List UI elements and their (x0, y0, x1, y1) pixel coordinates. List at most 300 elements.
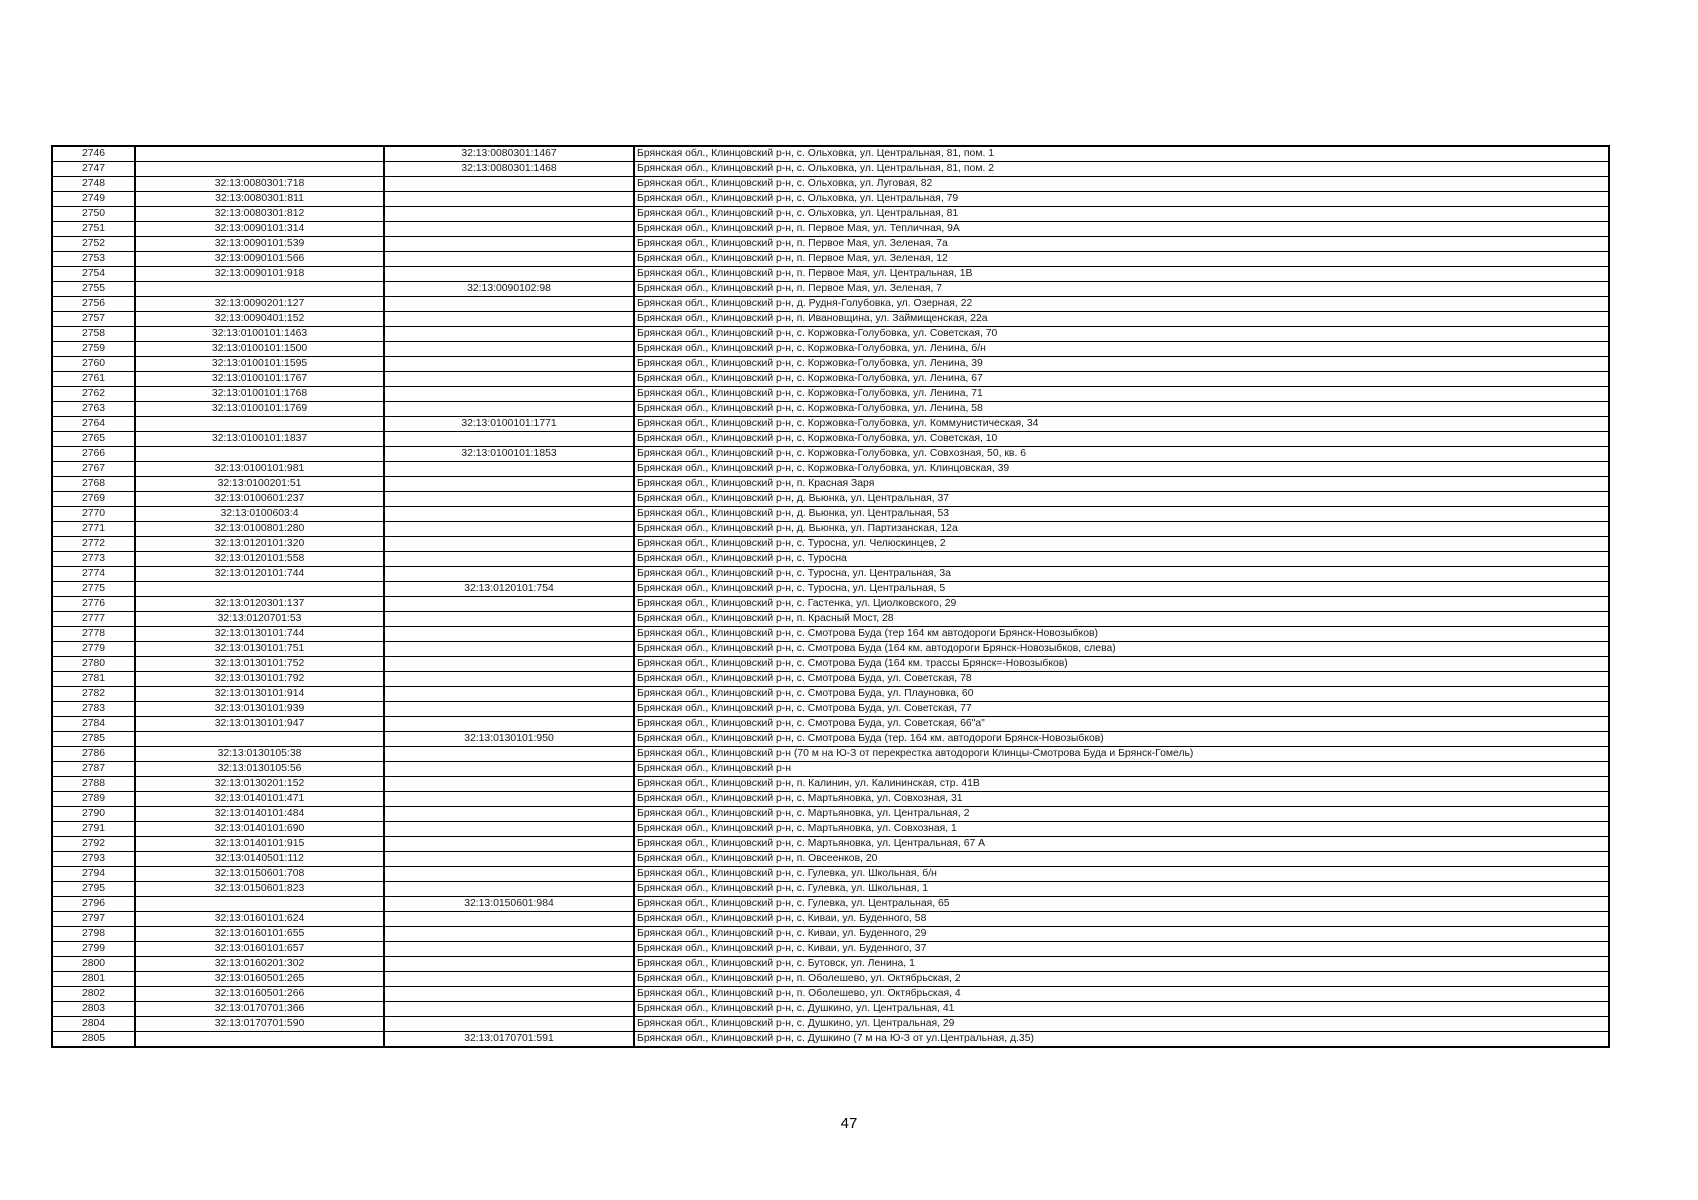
building-cadastral-number-cell (384, 867, 634, 882)
row-number-cell: 2792 (52, 837, 135, 852)
building-cadastral-number-cell: 32:13:0170701:591 (384, 1032, 634, 1048)
address-cell: Брянская обл., Клинцовский р-н, с. Коржовка-Голубовка, ул. Ленина, 67 (634, 372, 1609, 387)
row-number-cell: 2752 (52, 237, 135, 252)
table-row (52, 582, 1609, 597)
building-cadastral-number-cell (384, 342, 634, 357)
building-cadastral-number-cell: 32:13:0100101:1853 (384, 447, 634, 462)
building-cadastral-number-cell: 32:13:0080301:1468 (384, 162, 634, 177)
table-row (52, 567, 1609, 582)
building-cadastral-number-cell (384, 762, 634, 777)
table-row (52, 822, 1609, 837)
building-cadastral-number-cell (384, 987, 634, 1002)
address-cell: Брянская обл., Клинцовский р-н, с. Ольховка, ул. Центральная, 81 (634, 207, 1609, 222)
address-cell: Брянская обл., Клинцовский р-н (70 м на Ю-З от перекрестка автодороги Клинцы-Смотрова Буда и Брянск-Гомель) (634, 747, 1609, 762)
row-number-cell: 2801 (52, 972, 135, 987)
address-cell: Брянская обл., Клинцовский р-н, с. Душкино, ул. Центральная, 29 (634, 1017, 1609, 1032)
building-cadastral-number-cell (384, 207, 634, 222)
row-number-cell: 2759 (52, 342, 135, 357)
row-number-cell: 2787 (52, 762, 135, 777)
cadastral-number-cell (135, 146, 384, 162)
address-cell: Брянская обл., Клинцовский р-н, п. Первое Мая, ул. Зеленая, 12 (634, 252, 1609, 267)
table-row (52, 162, 1609, 177)
table-row (52, 552, 1609, 567)
row-number-cell: 2770 (52, 507, 135, 522)
row-number-cell: 2757 (52, 312, 135, 327)
address-cell: Брянская обл., Клинцовский р-н, с. Смотрова Буда, ул. Советская, 78 (634, 672, 1609, 687)
cadastral-number-cell: 32:13:0080301:718 (135, 177, 384, 192)
row-number-cell: 2797 (52, 912, 135, 927)
row-number-cell: 2751 (52, 222, 135, 237)
table-body (52, 146, 1609, 1047)
address-cell: Брянская обл., Клинцовский р-н, с. Киваи, ул. Буденного, 29 (634, 927, 1609, 942)
building-cadastral-number-cell (384, 537, 634, 552)
address-cell: Брянская обл., Клинцовский р-н, с. Смотрова Буда (тер. 164 км. автодороги Брянск-Новозыбков) (634, 732, 1609, 747)
cadastral-number-cell (135, 282, 384, 297)
cadastral-number-cell: 32:13:0100101:1595 (135, 357, 384, 372)
address-cell: Брянская обл., Клинцовский р-н, с. Гулевка, ул. Центральная, 65 (634, 897, 1609, 912)
row-number-cell: 2800 (52, 957, 135, 972)
table-row (52, 732, 1609, 747)
cadastral-number-cell: 32:13:0090101:566 (135, 252, 384, 267)
address-cell: Брянская обл., Клинцовский р-н, п. Красный Мост, 28 (634, 612, 1609, 627)
table-row (52, 1002, 1609, 1017)
address-cell: Брянская обл., Клинцовский р-н, с. Коржовка-Голубовка, ул. Коммунистическая, 34 (634, 417, 1609, 432)
address-cell: Брянская обл., Клинцовский р-н, с. Ольховка, ул. Центральная, 81, пом. 1 (634, 146, 1609, 162)
building-cadastral-number-cell (384, 747, 634, 762)
address-cell: Брянская обл., Клинцовский р-н, с. Гастенка, ул. Циолковского, 29 (634, 597, 1609, 612)
table-row (52, 417, 1609, 432)
building-cadastral-number-cell: 32:13:0120101:754 (384, 582, 634, 597)
cadastral-number-cell: 32:13:0120301:137 (135, 597, 384, 612)
table-row (52, 1032, 1609, 1048)
cadastral-number-cell: 32:13:0080301:812 (135, 207, 384, 222)
table-row (52, 597, 1609, 612)
row-number-cell: 2776 (52, 597, 135, 612)
building-cadastral-number-cell (384, 597, 634, 612)
address-cell: Брянская обл., Клинцовский р-н, с. Коржовка-Голубовка, ул. Ленина, 39 (634, 357, 1609, 372)
address-cell: Брянская обл., Клинцовский р-н, с. Гулевка, ул. Школьная, 1 (634, 882, 1609, 897)
building-cadastral-number-cell (384, 402, 634, 417)
cadastral-number-cell: 32:13:0140501:112 (135, 852, 384, 867)
building-cadastral-number-cell (384, 942, 634, 957)
cadastral-number-cell: 32:13:0130105:38 (135, 747, 384, 762)
row-number-cell: 2748 (52, 177, 135, 192)
table-row (52, 507, 1609, 522)
table-row (52, 747, 1609, 762)
cadastral-number-cell: 32:13:0100101:1837 (135, 432, 384, 447)
row-number-cell: 2804 (52, 1017, 135, 1032)
address-cell: Брянская обл., Клинцовский р-н, с. Коржовка-Голубовка, ул. Ленина, 58 (634, 402, 1609, 417)
row-number-cell: 2746 (52, 146, 135, 162)
address-cell: Брянская обл., Клинцовский р-н, с. Душкино, ул. Центральная, 41 (634, 1002, 1609, 1017)
address-cell: Брянская обл., Клинцовский р-н, п. Первое Мая, ул. Зеленая, 7а (634, 237, 1609, 252)
table-row (52, 237, 1609, 252)
address-cell: Брянская обл., Клинцовский р-н, с. Туросна, ул. Центральная, 3а (634, 567, 1609, 582)
building-cadastral-number-cell (384, 507, 634, 522)
table-row (52, 297, 1609, 312)
address-cell: Брянская обл., Клинцовский р-н, с. Мартьяновка, ул. Совхозная, 31 (634, 792, 1609, 807)
row-number-cell: 2795 (52, 882, 135, 897)
table-row (52, 252, 1609, 267)
cadastral-number-cell: 32:13:0130101:751 (135, 642, 384, 657)
building-cadastral-number-cell (384, 567, 634, 582)
table-row (52, 477, 1609, 492)
table-row (52, 282, 1609, 297)
building-cadastral-number-cell (384, 717, 634, 732)
building-cadastral-number-cell (384, 792, 634, 807)
table-row (52, 402, 1609, 417)
address-cell: Брянская обл., Клинцовский р-н, п. Оболешево, ул. Октябрьская, 2 (634, 972, 1609, 987)
table-row (52, 432, 1609, 447)
building-cadastral-number-cell (384, 297, 634, 312)
table-row (52, 672, 1609, 687)
address-cell: Брянская обл., Клинцовский р-н, с. Смотрова Буда, ул. Плауновка, 60 (634, 687, 1609, 702)
table-row (52, 957, 1609, 972)
address-cell: Брянская обл., Клинцовский р-н, п. Оболешево, ул. Октябрьская, 4 (634, 987, 1609, 1002)
row-number-cell: 2750 (52, 207, 135, 222)
table-row (52, 327, 1609, 342)
cadastral-number-cell: 32:13:0160101:624 (135, 912, 384, 927)
row-number-cell: 2785 (52, 732, 135, 747)
row-number-cell: 2793 (52, 852, 135, 867)
table-row (52, 612, 1609, 627)
address-cell: Брянская обл., Клинцовский р-н, с. Киваи, ул. Буденного, 37 (634, 942, 1609, 957)
table-row (52, 267, 1609, 282)
cadastral-number-cell: 32:13:0090201:127 (135, 297, 384, 312)
cadastral-number-cell: 32:13:0100101:1767 (135, 372, 384, 387)
table-row (52, 717, 1609, 732)
building-cadastral-number-cell (384, 267, 634, 282)
row-number-cell: 2790 (52, 807, 135, 822)
table-row (52, 357, 1609, 372)
table-row (52, 912, 1609, 927)
row-number-cell: 2765 (52, 432, 135, 447)
cadastral-number-cell: 32:13:0130101:947 (135, 717, 384, 732)
row-number-cell: 2780 (52, 657, 135, 672)
cadastral-number-cell: 32:13:0150601:823 (135, 882, 384, 897)
building-cadastral-number-cell (384, 357, 634, 372)
row-number-cell: 2760 (52, 357, 135, 372)
address-cell: Брянская обл., Клинцовский р-н, с. Коржовка-Голубовка, ул. Совхозная, 50, кв. 6 (634, 447, 1609, 462)
row-number-cell: 2749 (52, 192, 135, 207)
row-number-cell: 2781 (52, 672, 135, 687)
row-number-cell: 2768 (52, 477, 135, 492)
row-number-cell: 2782 (52, 687, 135, 702)
row-number-cell: 2799 (52, 942, 135, 957)
row-number-cell: 2771 (52, 522, 135, 537)
row-number-cell: 2783 (52, 702, 135, 717)
building-cadastral-number-cell (384, 642, 634, 657)
cadastral-number-cell: 32:13:0100801:280 (135, 522, 384, 537)
registry-table (51, 145, 1610, 1048)
table-row (52, 1017, 1609, 1032)
table-row (52, 177, 1609, 192)
address-cell: Брянская обл., Клинцовский р-н, с. Туросна (634, 552, 1609, 567)
row-number-cell: 2769 (52, 492, 135, 507)
building-cadastral-number-cell (384, 252, 634, 267)
table-row (52, 837, 1609, 852)
address-cell: Брянская обл., Клинцовский р-н, с. Душкино (7 м на Ю-З от ул.Центральная, д.35) (634, 1032, 1609, 1048)
row-number-cell: 2756 (52, 297, 135, 312)
address-cell: Брянская обл., Клинцовский р-н, с. Смотрова Буда, ул. Советская, 77 (634, 702, 1609, 717)
building-cadastral-number-cell: 32:13:0130101:950 (384, 732, 634, 747)
building-cadastral-number-cell (384, 972, 634, 987)
row-number-cell: 2762 (52, 387, 135, 402)
building-cadastral-number-cell: 32:13:0150601:984 (384, 897, 634, 912)
table-row (52, 792, 1609, 807)
cadastral-number-cell (135, 732, 384, 747)
cadastral-number-cell: 32:13:0100603:4 (135, 507, 384, 522)
table-row (52, 642, 1609, 657)
cadastral-number-cell: 32:13:0120101:320 (135, 537, 384, 552)
table-row (52, 312, 1609, 327)
building-cadastral-number-cell (384, 612, 634, 627)
table-row (52, 372, 1609, 387)
address-cell: Брянская обл., Клинцовский р-н, с. Коржовка-Голубовка, ул. Ленина, б/н (634, 342, 1609, 357)
row-number-cell: 2789 (52, 792, 135, 807)
cadastral-number-cell: 32:13:0080301:811 (135, 192, 384, 207)
cadastral-number-cell: 32:13:0090101:918 (135, 267, 384, 282)
cadastral-number-cell: 32:13:0130101:744 (135, 627, 384, 642)
row-number-cell: 2777 (52, 612, 135, 627)
cadastral-number-cell (135, 447, 384, 462)
cadastral-number-cell: 32:13:0130101:914 (135, 687, 384, 702)
row-number-cell: 2803 (52, 1002, 135, 1017)
address-cell: Брянская обл., Клинцовский р-н (634, 762, 1609, 777)
address-cell: Брянская обл., Клинцовский р-н, с. Туросна, ул. Челюскинцев, 2 (634, 537, 1609, 552)
building-cadastral-number-cell (384, 957, 634, 972)
row-number-cell: 2784 (52, 717, 135, 732)
building-cadastral-number-cell (384, 627, 634, 642)
building-cadastral-number-cell (384, 522, 634, 537)
address-cell: Брянская обл., Клинцовский р-н, д. Вьюнка, ул. Центральная, 37 (634, 492, 1609, 507)
address-cell: Брянская обл., Клинцовский р-н, д. Вьюнка, ул. Партизанская, 12а (634, 522, 1609, 537)
row-number-cell: 2773 (52, 552, 135, 567)
cadastral-number-cell: 32:13:0160201:302 (135, 957, 384, 972)
address-cell: Брянская обл., Клинцовский р-н, с. Коржовка-Голубовка, ул. Советская, 10 (634, 432, 1609, 447)
row-number-cell: 2796 (52, 897, 135, 912)
cadastral-number-cell: 32:13:0160501:265 (135, 972, 384, 987)
building-cadastral-number-cell (384, 807, 634, 822)
cadastral-number-cell (135, 897, 384, 912)
address-cell: Брянская обл., Клинцовский р-н, с. Туросна, ул. Центральная, 5 (634, 582, 1609, 597)
building-cadastral-number-cell: 32:13:0100101:1771 (384, 417, 634, 432)
row-number-cell: 2766 (52, 447, 135, 462)
cadastral-number-cell: 32:13:0100101:981 (135, 462, 384, 477)
cadastral-number-cell: 32:13:0090101:314 (135, 222, 384, 237)
address-cell: Брянская обл., Клинцовский р-н, с. Смотрова Буда (тер 164 км автодороги Брянск-Новозыбков) (634, 627, 1609, 642)
table-row (52, 897, 1609, 912)
building-cadastral-number-cell (384, 552, 634, 567)
row-number-cell: 2786 (52, 747, 135, 762)
cadastral-number-cell (135, 162, 384, 177)
building-cadastral-number-cell (384, 222, 634, 237)
building-cadastral-number-cell (384, 777, 634, 792)
cadastral-number-cell: 32:13:0130101:792 (135, 672, 384, 687)
address-cell: Брянская обл., Клинцовский р-н, п. Ивановщина, ул. Займищенская, 22а (634, 312, 1609, 327)
building-cadastral-number-cell (384, 387, 634, 402)
building-cadastral-number-cell (384, 492, 634, 507)
table-row (52, 867, 1609, 882)
address-cell: Брянская обл., Клинцовский р-н, с. Коржовка-Голубовка, ул. Ленина, 71 (634, 387, 1609, 402)
building-cadastral-number-cell: 32:13:0090102:98 (384, 282, 634, 297)
building-cadastral-number-cell (384, 237, 634, 252)
table-row (52, 447, 1609, 462)
building-cadastral-number-cell (384, 882, 634, 897)
row-number-cell: 2778 (52, 627, 135, 642)
address-cell: Брянская обл., Клинцовский р-н, с. Ольховка, ул. Центральная, 81, пом. 2 (634, 162, 1609, 177)
cadastral-number-cell: 32:13:0120101:744 (135, 567, 384, 582)
row-number-cell: 2761 (52, 372, 135, 387)
table-row (52, 807, 1609, 822)
cadastral-number-cell: 32:13:0120701:53 (135, 612, 384, 627)
building-cadastral-number-cell (384, 372, 634, 387)
row-number-cell: 2779 (52, 642, 135, 657)
cadastral-number-cell: 32:13:0100201:51 (135, 477, 384, 492)
table-row (52, 852, 1609, 867)
cadastral-number-cell: 32:13:0100101:1769 (135, 402, 384, 417)
address-cell: Брянская обл., Клинцовский р-н, д. Вьюнка, ул. Центральная, 53 (634, 507, 1609, 522)
address-cell: Брянская обл., Клинцовский р-н, с. Гулевка, ул. Школьная, б/н (634, 867, 1609, 882)
cadastral-number-cell: 32:13:0160101:655 (135, 927, 384, 942)
cadastral-number-cell: 32:13:0100101:1463 (135, 327, 384, 342)
row-number-cell: 2775 (52, 582, 135, 597)
table-row (52, 387, 1609, 402)
building-cadastral-number-cell (384, 687, 634, 702)
building-cadastral-number-cell: 32:13:0080301:1467 (384, 146, 634, 162)
address-cell: Брянская обл., Клинцовский р-н, п. Овсеенков, 20 (634, 852, 1609, 867)
cadastral-number-cell: 32:13:0120101:558 (135, 552, 384, 567)
cadastral-number-cell: 32:13:0100101:1500 (135, 342, 384, 357)
address-cell: Брянская обл., Клинцовский р-н, п. Первое Мая, ул. Тепличная, 9А (634, 222, 1609, 237)
row-number-cell: 2767 (52, 462, 135, 477)
cadastral-number-cell: 32:13:0170701:590 (135, 1017, 384, 1032)
cadastral-number-cell: 32:13:0090401:152 (135, 312, 384, 327)
table-row (52, 687, 1609, 702)
row-number-cell: 2772 (52, 537, 135, 552)
cadastral-number-cell: 32:13:0130105:56 (135, 762, 384, 777)
table-row (52, 192, 1609, 207)
table-row (52, 972, 1609, 987)
building-cadastral-number-cell (384, 822, 634, 837)
building-cadastral-number-cell (384, 177, 634, 192)
row-number-cell: 2763 (52, 402, 135, 417)
table-row (52, 762, 1609, 777)
address-cell: Брянская обл., Клинцовский р-н, с. Киваи, ул. Буденного, 58 (634, 912, 1609, 927)
row-number-cell: 2758 (52, 327, 135, 342)
address-cell: Брянская обл., Клинцовский р-н, с. Смотрова Буда (164 км. трассы Брянск=-Новозыбков) (634, 657, 1609, 672)
row-number-cell: 2754 (52, 267, 135, 282)
building-cadastral-number-cell (384, 852, 634, 867)
cadastral-number-cell: 32:13:0170701:366 (135, 1002, 384, 1017)
building-cadastral-number-cell (384, 192, 634, 207)
building-cadastral-number-cell (384, 327, 634, 342)
cadastral-number-cell: 32:13:0140101:690 (135, 822, 384, 837)
address-cell: Брянская обл., Клинцовский р-н, с. Коржовка-Голубовка, ул. Клинцовская, 39 (634, 462, 1609, 477)
table-row (52, 492, 1609, 507)
address-cell: Брянская обл., Клинцовский р-н, с. Бутовск, ул. Ленина, 1 (634, 957, 1609, 972)
cadastral-number-cell: 32:13:0130101:752 (135, 657, 384, 672)
building-cadastral-number-cell (384, 462, 634, 477)
cadastral-number-cell: 32:13:0150601:708 (135, 867, 384, 882)
address-cell: Брянская обл., Клинцовский р-н, с. Мартьяновка, ул. Совхозная, 1 (634, 822, 1609, 837)
table-row (52, 627, 1609, 642)
row-number-cell: 2802 (52, 987, 135, 1002)
table-row (52, 222, 1609, 237)
row-number-cell: 2794 (52, 867, 135, 882)
building-cadastral-number-cell (384, 657, 634, 672)
table-row (52, 207, 1609, 222)
building-cadastral-number-cell (384, 1002, 634, 1017)
row-number-cell: 2805 (52, 1032, 135, 1048)
table-row (52, 702, 1609, 717)
cadastral-number-cell: 32:13:0140101:915 (135, 837, 384, 852)
row-number-cell: 2755 (52, 282, 135, 297)
cadastral-number-cell: 32:13:0140101:484 (135, 807, 384, 822)
cadastral-number-cell: 32:13:0160501:266 (135, 987, 384, 1002)
building-cadastral-number-cell (384, 477, 634, 492)
table-row (52, 942, 1609, 957)
address-cell: Брянская обл., Клинцовский р-н, с. Ольховка, ул. Центральная, 79 (634, 192, 1609, 207)
address-cell: Брянская обл., Клинцовский р-н, п. Красная Заря (634, 477, 1609, 492)
address-cell: Брянская обл., Клинцовский р-н, с. Коржовка-Голубовка, ул. Советская, 70 (634, 327, 1609, 342)
cadastral-number-cell (135, 1032, 384, 1048)
row-number-cell: 2791 (52, 822, 135, 837)
table-row (52, 522, 1609, 537)
table-row (52, 657, 1609, 672)
table-row (52, 146, 1609, 162)
table-row (52, 927, 1609, 942)
cadastral-number-cell: 32:13:0140101:471 (135, 792, 384, 807)
page-number: 47 (840, 1115, 858, 1132)
table-row (52, 987, 1609, 1002)
address-cell: Брянская обл., Клинцовский р-н, с. Ольховка, ул. Луговая, 82 (634, 177, 1609, 192)
address-cell: Брянская обл., Клинцовский р-н, п. Калинин, ул. Калининская, стр. 41В (634, 777, 1609, 792)
address-cell: Брянская обл., Клинцовский р-н, с. Смотрова Буда, ул. Советская, 66"а" (634, 717, 1609, 732)
table-row (52, 777, 1609, 792)
building-cadastral-number-cell (384, 1017, 634, 1032)
address-cell: Брянская обл., Клинцовский р-н, п. Первое Мая, ул. Центральная, 1В (634, 267, 1609, 282)
cadastral-number-cell: 32:13:0100101:1768 (135, 387, 384, 402)
row-number-cell: 2753 (52, 252, 135, 267)
building-cadastral-number-cell (384, 927, 634, 942)
address-cell: Брянская обл., Клинцовский р-н, п. Первое Мая, ул. Зеленая, 7 (634, 282, 1609, 297)
table-row (52, 882, 1609, 897)
address-cell: Брянская обл., Клинцовский р-н, д. Рудня-Голубовка, ул. Озерная, 22 (634, 297, 1609, 312)
cadastral-number-cell: 32:13:0100601:237 (135, 492, 384, 507)
cadastral-number-cell (135, 417, 384, 432)
row-number-cell: 2788 (52, 777, 135, 792)
building-cadastral-number-cell (384, 702, 634, 717)
table-row (52, 342, 1609, 357)
cadastral-number-cell: 32:13:0160101:657 (135, 942, 384, 957)
building-cadastral-number-cell (384, 312, 634, 327)
row-number-cell: 2747 (52, 162, 135, 177)
row-number-cell: 2774 (52, 567, 135, 582)
address-cell: Брянская обл., Клинцовский р-н, с. Смотрова Буда (164 км. автодороги Брянск-Новозыбков, слева) (634, 642, 1609, 657)
row-number-cell: 2798 (52, 927, 135, 942)
cadastral-number-cell: 32:13:0130101:939 (135, 702, 384, 717)
address-cell: Брянская обл., Клинцовский р-н, с. Мартьяновка, ул. Центральная, 2 (634, 807, 1609, 822)
building-cadastral-number-cell (384, 432, 634, 447)
building-cadastral-number-cell (384, 672, 634, 687)
building-cadastral-number-cell (384, 912, 634, 927)
row-number-cell: 2764 (52, 417, 135, 432)
cadastral-number-cell: 32:13:0090101:539 (135, 237, 384, 252)
address-cell: Брянская обл., Клинцовский р-н, с. Мартьяновка, ул. Центральная, 67 А (634, 837, 1609, 852)
table-row (52, 537, 1609, 552)
building-cadastral-number-cell (384, 837, 634, 852)
